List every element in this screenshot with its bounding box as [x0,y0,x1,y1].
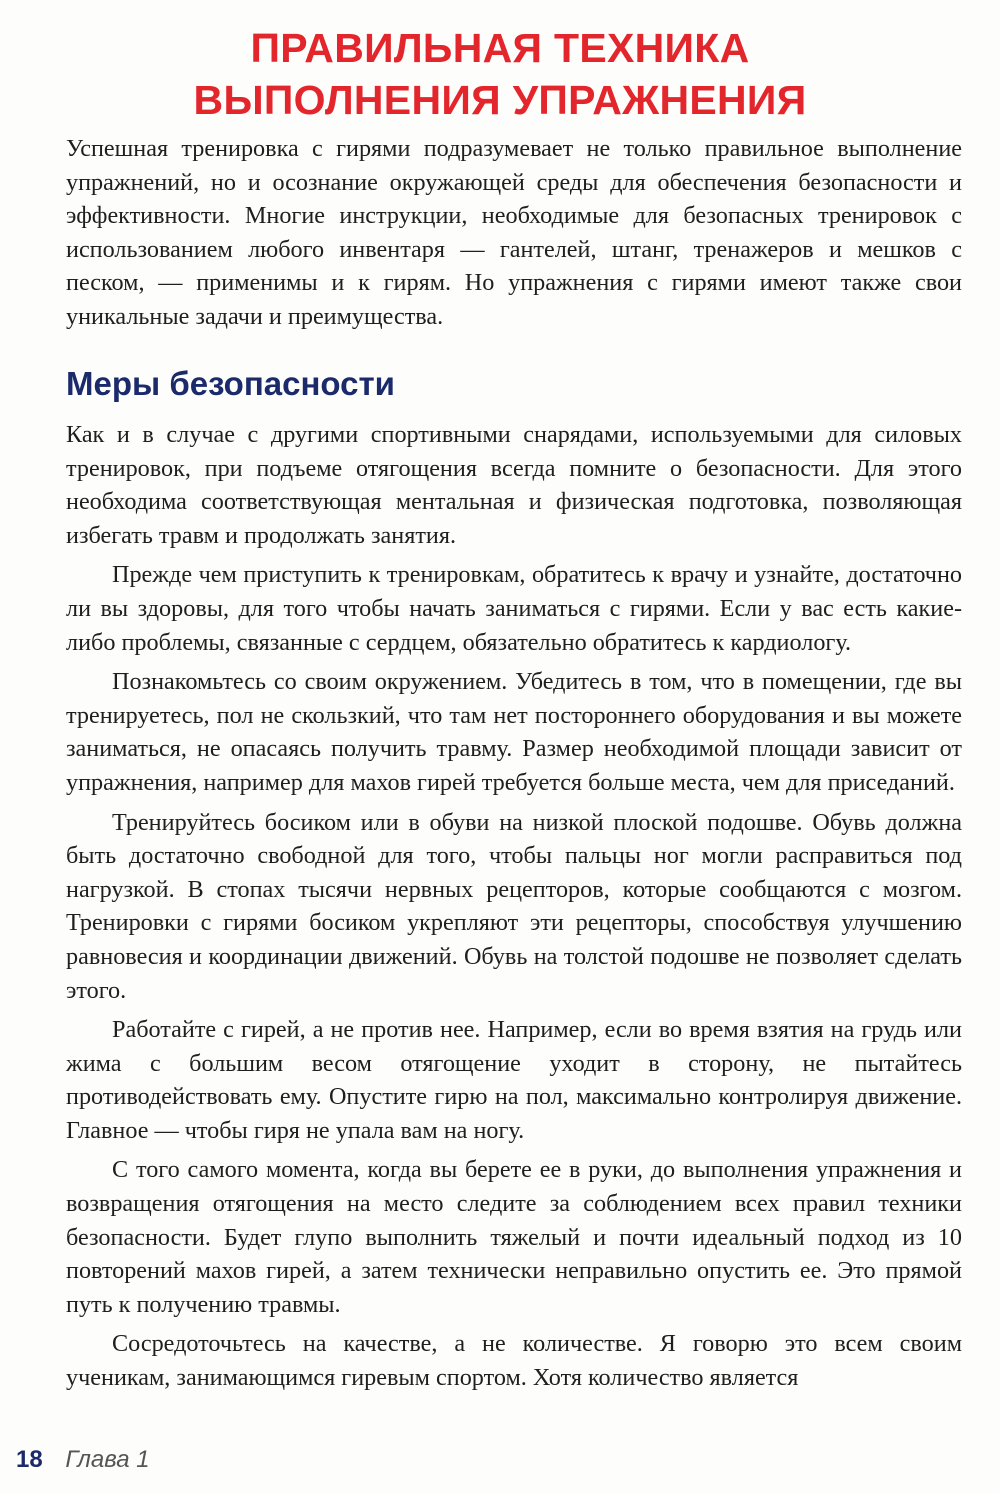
page-title-line-2: ВЫПОЛНЕНИЯ УПРАЖНЕНИЯ [193,77,807,123]
intro-block [66,132,962,334]
paragraph-7: Сосредоточьтесь на качестве, а не количестве. Я говорю это всем своим ученикам, занимающимся гиревым спортом. Хотя количество является [66,1330,962,1392]
intro-paragraph: Успешная тренировка с гирями подразумевает не только правильное выполнение упражнений, но и осознание окружающей среды для обеспечения безопасности и эффективности. Многие инструкции, необходимые для безопасных тренировок с использованием любого инвентаря — гантелей, штанг, тренажеров и мешков с песком, — применимы и к гирям. Но упражнения с гирями имеют также свои уникальные задачи и преимущества. [66,135,962,330]
page-footer [16,1443,150,1477]
paragraph-3: Познакомьтесь со своим окружением. Убедитесь в том, что в помещении, где вы тренируетесь, пол не скользкий, что там нет постороннего оборудования и вы можете заниматься, не опасаясь получить травму. Размер необходимой площади зависит от упражнения, например для махов гирей требуется больше места, чем для приседаний. [66,668,962,796]
page-title [0,22,1000,126]
page-number: 18 [16,1446,43,1473]
paragraph-1: Как и в случае с другими спортивными снарядами, используемыми для силовых тренировок, при подъеме отягощения всегда помните о безопасности. Для этого необходима соответствующая ментальная и физическая подготовка, позволяющая избегать травм и продолжать занятия. [66,421,962,549]
paragraph-2: Прежде чем приступить к тренировкам, обратитесь к врачу и узнайте, достаточно ли вы здоровы, для того чтобы начать заниматься с гирями. Если у вас есть какие-либо проблемы, связанные с сердцем, обязательно обратитесь к кардиологу. [66,561,962,656]
section-body [66,418,962,1395]
paragraph-4: Тренируйтесь босиком или в обуви на низкой плоской подошве. Обувь должна быть достаточно свободной для того, чтобы пальцы ног могли расправиться под нагрузкой. В стопах тысячи нервных рецепторов, которые сообщаются с мозгом. Тренировки с гирями босиком укрепляют эти рецепторы, способствуя улучшению равновесия и координации движений. Обувь на толстой подошве не позволяет сделать этого. [66,808,962,1004]
paragraph-6: С того самого момента, когда вы берете ее в руки, до выполнения упражнения и возвращения отягощения на место следите за соблюдением всех правил техники безопасности. Будет глупо выполнить тяжелый и почти идеальный подход из 10 повторений махов гирей, а затем технически неправильно опустить ее. Это прямой путь к получению травмы. [66,1156,962,1318]
page-title-line-1: ПРАВИЛЬНАЯ ТЕХНИКА [250,25,750,71]
paragraph-5: Работайте с гирей, а не против нее. Например, если во время взятия на грудь или жима с большим весом отягощение уходит в сторону, не пытайтесь противодействовать ему. Опустите гирю на пол, максимально контролируя движение. Главное — чтобы гиря не упала вам на ногу. [66,1016,962,1144]
section-heading: Меры безопасности [66,365,395,402]
chapter-label: Глава 1 [65,1446,150,1473]
